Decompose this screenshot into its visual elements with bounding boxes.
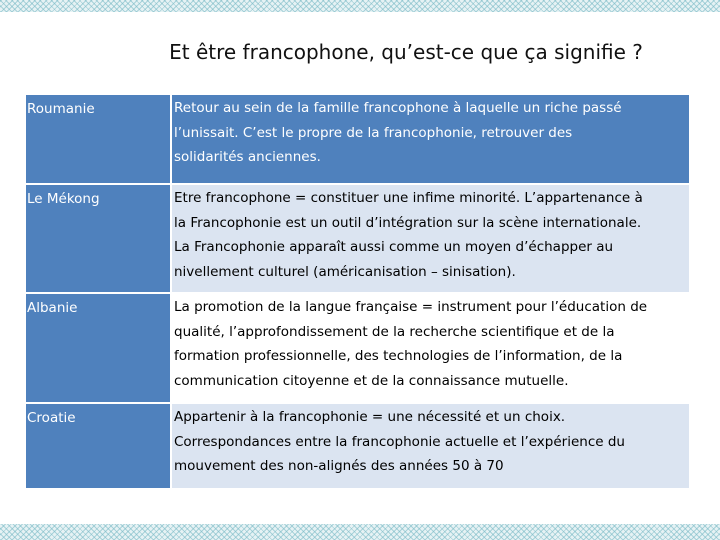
country-description (172, 95, 689, 183)
description-line: nivellement culturel (américanisation – sinisation). (174, 263, 516, 280)
country-label: Albanie (26, 294, 172, 402)
description-line: Etre francophone = constituer une infime minorité. L’appartenance à (174, 190, 643, 206)
description-line: communication citoyenne et de la connaissance mutuelle. (174, 372, 569, 389)
country-description (172, 294, 689, 402)
slide-title: Et être francophone, qu’est-ce que ça signifie ? (169, 40, 643, 64)
description-line: l’unissait. C’est le propre de la francophonie, retrouver des (174, 124, 573, 141)
table-row (26, 185, 689, 294)
comparison-table (26, 95, 689, 488)
description-line: mouvement des non-alignés des années 50 à 70 (174, 458, 504, 474)
description-line: Correspondances entre la francophonie actuelle et l’expérience du (174, 433, 625, 450)
country-label: Roumanie (26, 95, 172, 183)
country-description (172, 185, 689, 292)
description-line: la Francophonie est un outil d’intégration sur la scène internationale. (174, 214, 642, 231)
description-line: qualité, l’approfondissement de la recherche scientifique et de la (174, 323, 615, 340)
description-line: La Francophonie apparaît aussi comme un moyen d’échapper au (174, 239, 614, 255)
table-row (26, 95, 689, 185)
description-line: solidarités anciennes. (174, 149, 321, 165)
description-line: Retour au sein de la famille francophone à laquelle un riche passé (174, 100, 622, 116)
country-label: Le Mékong (26, 185, 172, 292)
decorative-top-band (0, 0, 720, 12)
table-row (26, 294, 689, 404)
description-line: Appartenir à la francophonie = une nécessité et un choix. (174, 409, 566, 425)
description-line: La promotion de la langue française = instrument pour l’éducation de (174, 299, 648, 315)
description-line: formation professionnelle, des technologies de l’information, de la (174, 348, 623, 364)
decorative-bottom-band (0, 524, 720, 540)
table-row (26, 404, 689, 488)
country-label: Croatie (26, 404, 172, 488)
country-description (172, 404, 689, 488)
